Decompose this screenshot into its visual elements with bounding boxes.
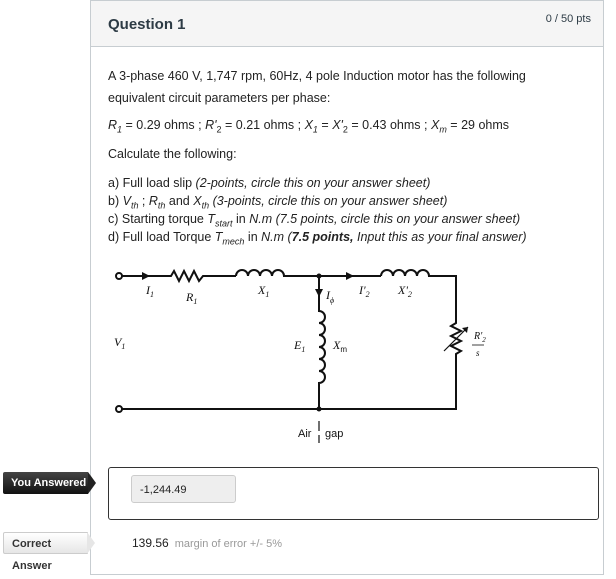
- label-v1: $V_1$: [114, 335, 126, 351]
- label-air: Air: [298, 428, 312, 440]
- item-a: a) Full load slip (2-points, circle this on your answer sheet): [108, 176, 431, 190]
- item-c: c) Starting torque $T_{start}$ in N.m (7.5 points, circle this on your answer sheet): [108, 212, 521, 229]
- you-answered-tag: You Answered: [3, 472, 88, 494]
- correct-answer: [132, 536, 282, 550]
- label-xm: $X_m$: [333, 338, 348, 354]
- your-answer-field[interactable]: -1,244.49: [131, 475, 236, 503]
- label-x2: $X'_2$: [398, 283, 412, 299]
- correct-value: 139.56: [132, 536, 169, 550]
- label-i1: $I_1$: [146, 283, 154, 299]
- your-answer-box: [108, 467, 599, 520]
- question-points: 0 / 50 pts: [545, 13, 591, 25]
- correct-answer-tag: Correct Answer: [3, 532, 88, 554]
- intro-line-1: A 3-phase 460 V, 1,747 rpm, 60Hz, 4 pole Induction motor has the following: [108, 69, 526, 83]
- question-title: Question 1: [108, 16, 186, 33]
- label-x1: $X_1$: [258, 283, 270, 299]
- label-s: s: [476, 348, 480, 358]
- label-iphi: $I_\phi$: [326, 288, 335, 305]
- item-d: d) Full load Torque $T_{mech}$ in N.m (7.5 points, Input this as your final answer): [108, 230, 527, 247]
- label-r2: $R'_2$: [474, 331, 486, 344]
- label-i2: $I'_2$: [359, 283, 370, 299]
- margin-of-error: margin of error +/- 5%: [174, 538, 282, 550]
- item-b: b) $V_{th}$ ; $R_{th}$ and $X_{th}$ (3-points, circle this on your answer sheet): [108, 194, 448, 211]
- label-r1: $R_1$: [186, 290, 198, 306]
- parameters-line: $R_1 = 0.29$ ohms ; $R'_2 = 0.21$ ohms ; $X_1 = X'_2 = 0.43$ ohms ; $X_m = 29$ ohms: [108, 118, 510, 135]
- intro-line-2: equivalent circuit parameters per phase:: [108, 91, 331, 105]
- label-gap: gap: [325, 428, 344, 440]
- label-e1: $E_1$: [294, 338, 306, 354]
- equivalent-circuit-diagram: [106, 261, 486, 461]
- calculate-heading: Calculate the following:: [108, 147, 237, 161]
- question-header: [91, 1, 603, 47]
